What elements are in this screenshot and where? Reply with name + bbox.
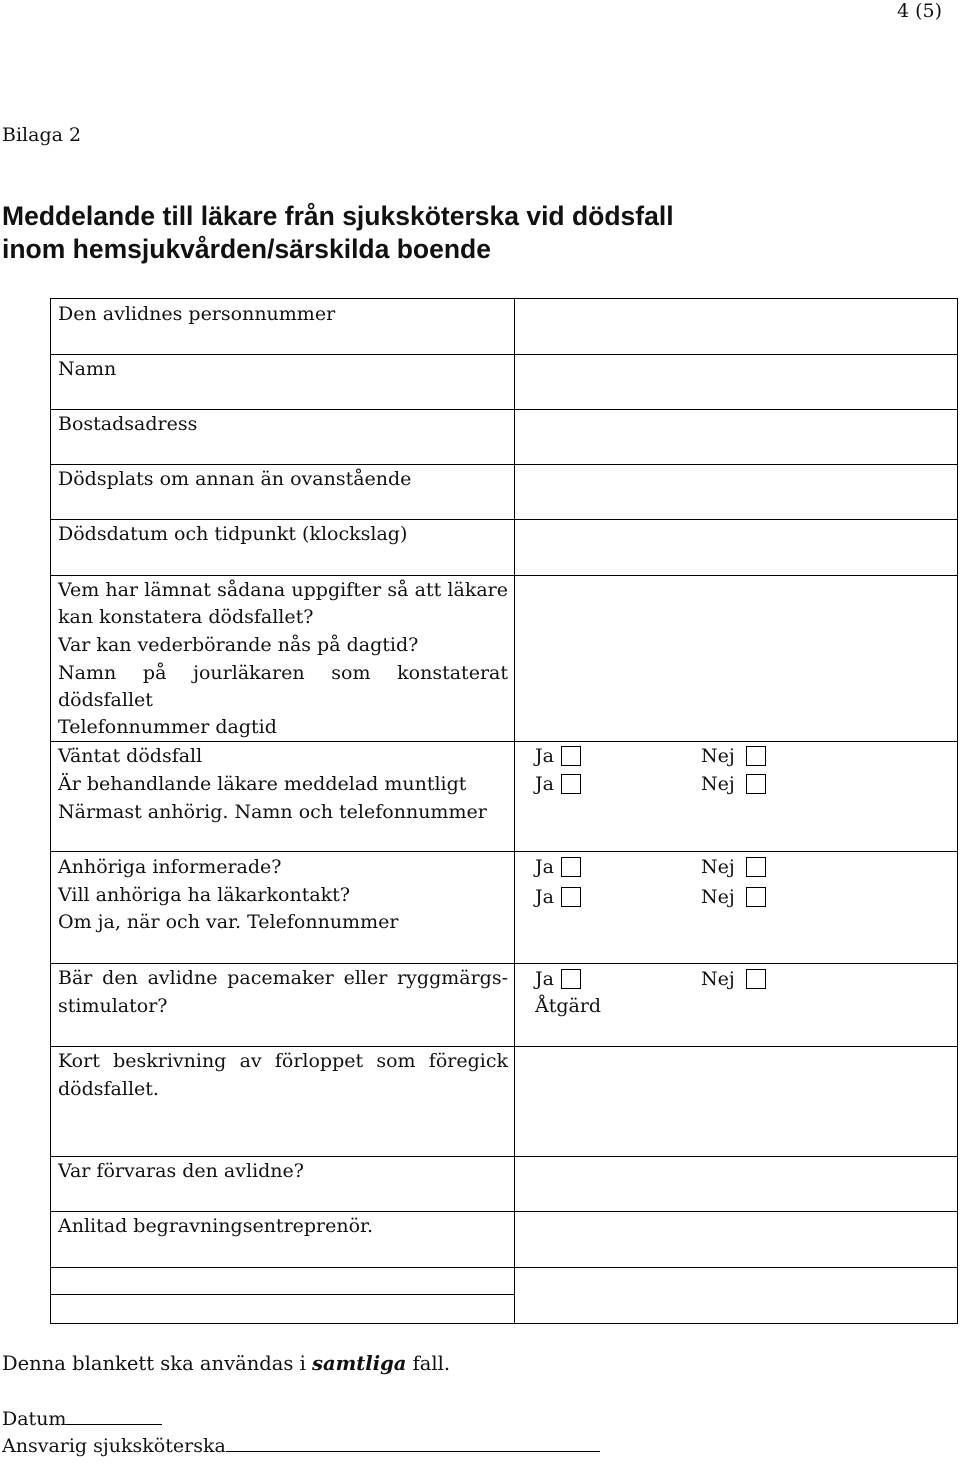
label-uppgiftslamnare-line-2: kan konstatera dödsfallet? xyxy=(58,606,314,628)
informerade-yes-checkbox[interactable] xyxy=(561,857,581,877)
informerade-yes-label: Ja xyxy=(535,856,554,878)
label-lakarkontakt: Vill anhöriga ha läkarkontakt? xyxy=(58,884,351,906)
label-lakare-meddelad: Är behandlande läkare meddelad muntligt xyxy=(58,773,467,795)
label-dodsplats: Dödsplats om annan än ovanstående xyxy=(58,468,412,490)
label-narmast-anhorig: Närmast anhörig. Namn och telefonnummer xyxy=(58,801,487,823)
usage-note-emphasis: samtliga xyxy=(312,1352,407,1375)
meddelad-yes-label: Ja xyxy=(535,773,554,795)
row-divider xyxy=(51,963,957,964)
ansvarig-field[interactable] xyxy=(226,1437,600,1452)
form-title-line-1: Meddelande till läkare från sjuksköterska vid dödsfall xyxy=(2,201,674,231)
row-divider-partial xyxy=(51,1294,514,1295)
form-table xyxy=(50,298,958,1324)
label-bostadsadress: Bostadsadress xyxy=(58,413,198,435)
atgard-label: Åtgärd xyxy=(535,995,602,1017)
page-number: 4 (5) xyxy=(896,0,942,22)
datum-field[interactable] xyxy=(66,1410,162,1425)
row-divider xyxy=(51,1211,957,1212)
appendix-label: Bilaga 2 xyxy=(2,124,82,146)
row-divider xyxy=(51,1046,957,1047)
label-namn: Namn xyxy=(58,358,117,380)
row-divider xyxy=(51,1156,957,1157)
pacemaker-yes-label: Ja xyxy=(535,968,554,990)
row-divider xyxy=(51,851,957,852)
label-personnummer: Den avlidnes personnummer xyxy=(58,303,336,325)
datum-row xyxy=(2,1408,162,1430)
ansvarig-label: Ansvarig sjuksköterska xyxy=(2,1435,226,1457)
pacemaker-no-checkbox[interactable] xyxy=(746,969,766,989)
label-dodsdatum: Dödsdatum och tidpunkt (klockslag) xyxy=(58,523,408,545)
lakarkontakt-yes-label: Ja xyxy=(535,886,554,908)
row-divider xyxy=(51,575,957,576)
label-forlopp-line-1: Kort beskrivning av förloppet som föregick xyxy=(58,1050,508,1072)
label-vantat-dodsfall: Väntat dödsfall xyxy=(58,745,203,767)
form-title-line-2: inom hemsjukvården/särskilda boende xyxy=(2,234,491,264)
ansvarig-row xyxy=(2,1435,600,1457)
pacemaker-no-label: Nej xyxy=(701,968,735,990)
label-anhoriga-informerade: Anhöriga informerade? xyxy=(58,856,282,878)
informerade-no-label: Nej xyxy=(701,856,735,878)
lakarkontakt-no-checkbox[interactable] xyxy=(746,887,766,907)
lakarkontakt-no-label: Nej xyxy=(701,886,735,908)
row-divider xyxy=(51,464,957,465)
usage-note-prefix: Denna blankett ska användas i xyxy=(2,1352,313,1375)
label-jourlakare-line-1: Namn på jourläkaren som konstaterat xyxy=(58,662,508,684)
meddelad-yes-checkbox[interactable] xyxy=(561,774,581,794)
row-divider xyxy=(51,354,957,355)
column-divider xyxy=(514,299,515,1323)
label-forvaring: Var förvaras den avlidne? xyxy=(58,1160,304,1182)
datum-label: Datum xyxy=(2,1408,67,1430)
meddelad-no-checkbox[interactable] xyxy=(746,774,766,794)
vantat-yes-checkbox[interactable] xyxy=(561,746,581,766)
usage-note xyxy=(2,1352,450,1375)
label-nas-dagtid: Var kan vederbörande nås på dagtid? xyxy=(58,634,419,656)
label-pacemaker-line-2: stimulator? xyxy=(58,995,168,1017)
label-uppgiftslamnare-line-1: Vem har lämnat sådana uppgifter så att läkare xyxy=(58,579,508,601)
label-begravning: Anlitad begravningsentreprenör. xyxy=(58,1215,374,1237)
row-divider xyxy=(51,519,957,520)
row-divider xyxy=(51,1267,957,1268)
vantat-no-checkbox[interactable] xyxy=(746,746,766,766)
informerade-no-checkbox[interactable] xyxy=(746,857,766,877)
form-title xyxy=(2,200,942,266)
lakarkontakt-yes-checkbox[interactable] xyxy=(561,887,581,907)
label-jourlakare-line-2: dödsfallet xyxy=(58,689,153,711)
vantat-yes-label: Ja xyxy=(535,745,554,767)
label-forlopp-line-2: dödsfallet. xyxy=(58,1078,159,1100)
label-om-ja: Om ja, när och var. Telefonnummer xyxy=(58,911,399,933)
label-pacemaker-line-1: Bär den avlidne pacemaker eller ryggmärgs- xyxy=(58,967,508,989)
pacemaker-yes-checkbox[interactable] xyxy=(561,969,581,989)
usage-note-suffix: fall. xyxy=(406,1352,451,1375)
label-telefon-dagtid: Telefonnummer dagtid xyxy=(58,716,277,738)
vantat-no-label: Nej xyxy=(701,745,735,767)
row-divider xyxy=(51,409,957,410)
meddelad-no-label: Nej xyxy=(701,773,735,795)
